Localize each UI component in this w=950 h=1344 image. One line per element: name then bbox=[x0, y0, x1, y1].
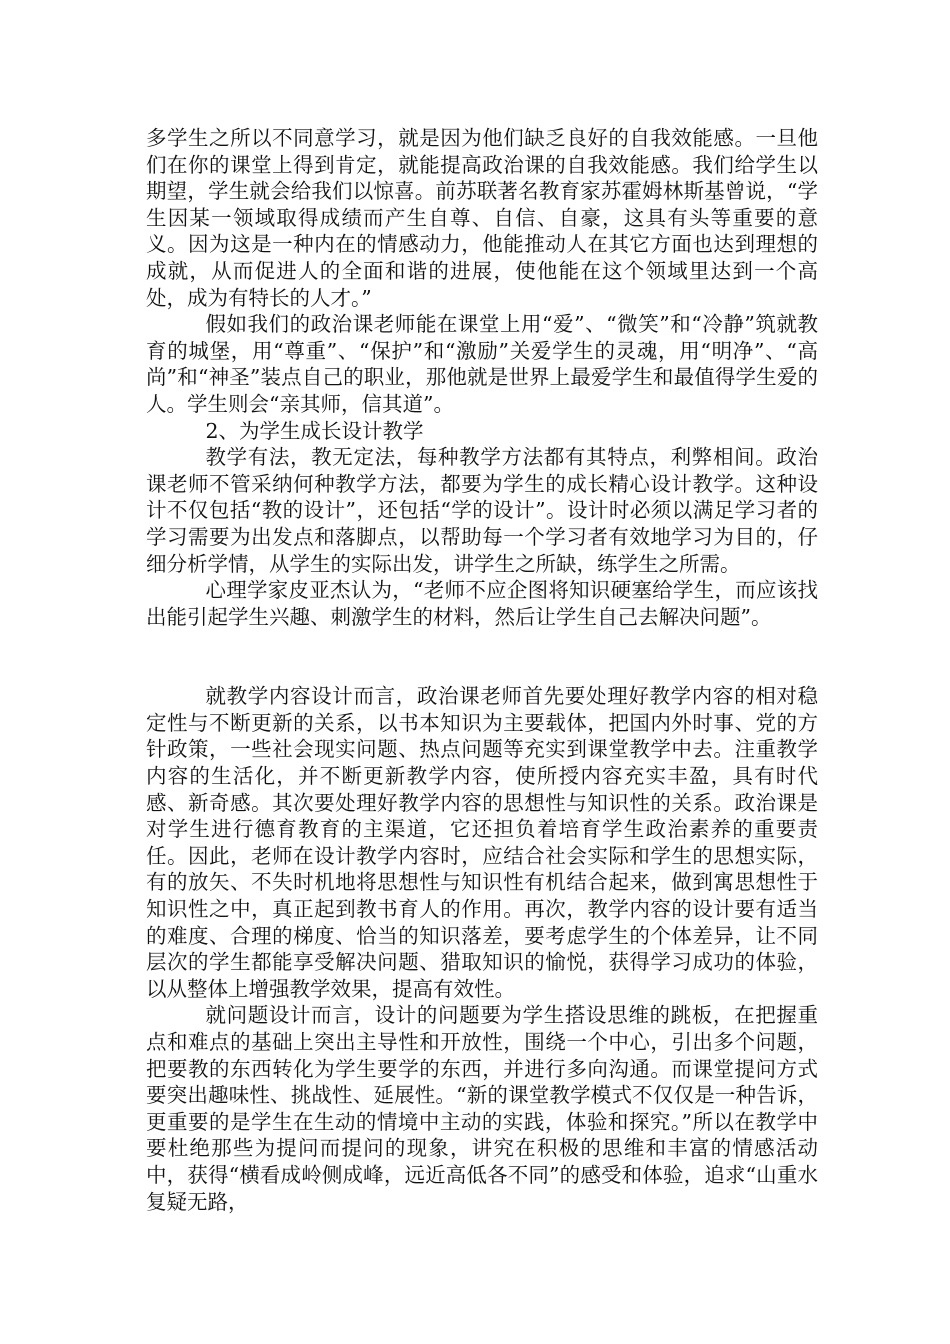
paragraph-teaching-design: 教学有法，教无定法，每种教学方法都有其特点，利弊相间。政治课老师不管采纳何种教学方法，都要为学生的成长精心设计教学。这种设计不仅包括“教的设计”，还包括“学的设计”。设计时必须以满足学习者的学习需要为出发点和落脚点，以帮助每一个学习者有效地学习为目的，仔细分析学情，从学生的实际出发，讲学生之所缺，练学生之所需。 bbox=[146, 445, 818, 576]
paragraph-spacer bbox=[146, 630, 818, 683]
document-body bbox=[146, 125, 818, 1215]
paragraph-piaget-quote: 心理学家皮亚杰认为，“老师不应企图将知识硬塞给学生，而应该找出能引起学生兴趣、刺激学生的材料，然后让学生自己去解决问题”。 bbox=[146, 578, 818, 629]
paragraph-self-efficacy: 多学生之所以不同意学习，就是因为他们缺乏良好的自我效能感。一旦他们在你的课堂上得到肯定，就能提高政治课的自我效能感。我们给学生以期望，学生就会给我们以惊喜。前苏联著名教育家苏霍姆林斯基曾说，“学生因某一领域取得成绩而产生自尊、自信、自豪，这具有头等重要的意义。因为这是一种内在的情感动力，他能推动人在其它方面也达到理想的成就，从而促进人的全面和谐的进展，使他能在这个领域里达到一个高处，成为有特长的人才。” bbox=[146, 126, 818, 310]
paragraph-question-design: 就问题设计而言，设计的问题要为学生搭设思维的跳板，在把握重点和难点的基础上突出主导性和开放性，围绕一个中心，引出多个问题，把要教的东西转化为学生要学的东西，并进行多向沟通。而课堂提问方式要突出趣味性、挑战性、延展性。“新的课堂教学模式不仅仅是一种告诉，更重要的是学生在生动的情境中主动的实践，体验和探究。”所以在教学中要杜绝那些为提问而提问的现象，讲究在积极的思维和丰富的情感活动中，获得“横看成岭侧成峰，远近高低各不同”的感受和体验，追求“山重水复疑无路， bbox=[146, 1003, 818, 1214]
section-heading: 2、为学生成长设计教学 bbox=[205, 418, 424, 443]
paragraph-content-design: 就教学内容设计而言，政治课老师首先要处理好教学内容的相对稳定性与不断更新的关系，以书本知识为主要载体，把国内外时事、党的方针政策，一些社会现实问题、热点问题等充实到课堂教学中去。注重教学内容的生活化，并不断更新教学内容，使所授内容充实丰盈，具有时代感、新奇感。其次要处理好教学内容的思想性与知识性的关系。政治课是对学生进行德育教育的主渠道，它还担负着培育学生政治素养的重要责任。因此，老师在设计教学内容时，应结合社会实际和学生的思想实际，有的放矢、不失时机地将思想性与知识性有机结合起来，做到寓思想性于知识性之中，真正起到教书育人的作用。再次，教学内容的设计要有适当的难度、合理的梯度、恰当的知识落差，要考虑学生的个体差异，让不同层次的学生都能享受解决问题、猎取知识的愉悦，获得学习成功的体验，以从整体上增强教学效果，提高有效性。 bbox=[146, 684, 818, 1001]
paragraph-teacher-love: 假如我们的政治课老师能在课堂上用“爱”、“微笑”和“冷静”筑就教育的城堡，用“尊重”、“保护”和“激励”关爱学生的灵魂，用“明净”、“高尚”和“神圣”装点自己的职业，那他就是世界上最爱学生和最值得学生爱的人。学生则会“亲其师，信其道”。 bbox=[146, 312, 818, 416]
